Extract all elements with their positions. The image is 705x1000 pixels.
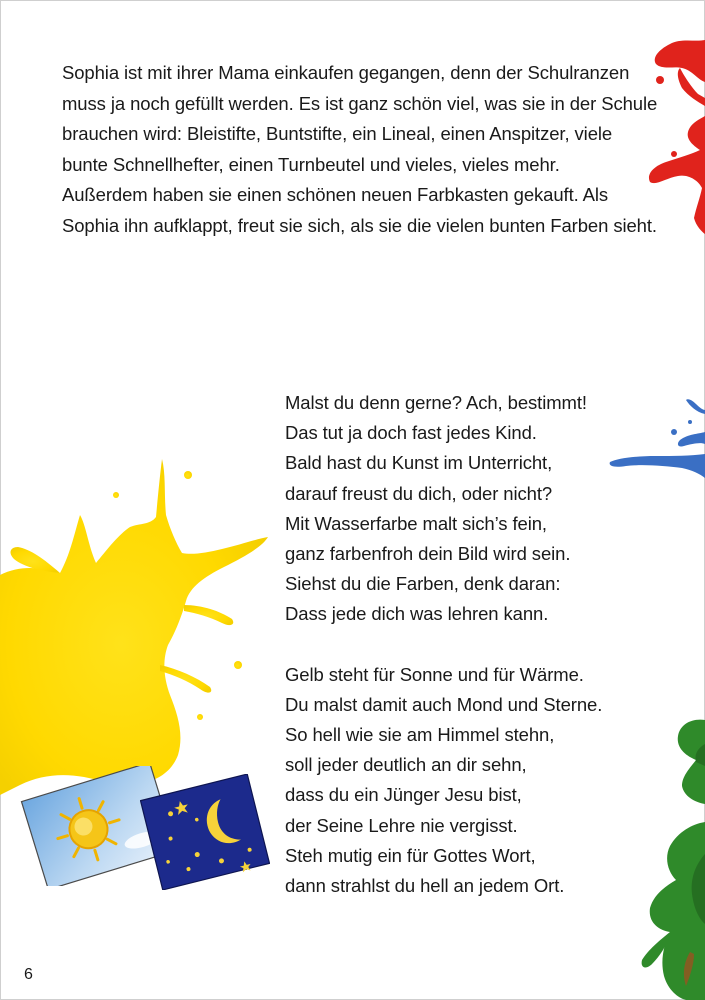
poem-stanza [285, 388, 665, 630]
poem-line: Bald hast du Kunst im Unterricht, [285, 452, 553, 474]
poem-line: Siehst du die Farben, denk daran: [285, 573, 561, 595]
poem-line: dass du ein Jünger Jesu bist, [285, 784, 522, 806]
poem-line: Mit Wasserfarbe malt sich’s fein, [285, 512, 547, 534]
page-number: 6 [24, 966, 33, 983]
poem-line: Gelb steht für Sonne und für Wärme. [285, 663, 584, 685]
intro-paragraph: Außerdem haben sie einen schönen neuen Farbkasten gekauft. Als Sophia ihn aufklappt, freut sie sich, als sie die vielen bunten Farben sieht. [62, 184, 657, 236]
poem [285, 388, 665, 901]
poem-stanza [285, 660, 665, 902]
poem-line: Malst du denn gerne? Ach, bestimmt! [285, 392, 587, 413]
moon-stars-card-icon [140, 774, 270, 890]
poem-line: darauf freust du dich, oder nicht? [285, 482, 553, 504]
poem-line: Dass jede dich was lehren kann. [285, 603, 549, 625]
intro-text [62, 58, 662, 241]
intro-paragraph: Sophia ist mit ihrer Mama einkaufen gegangen, denn der Schulranzen muss ja noch gefüllt werden. Es ist ganz schön viel, was sie in der Schule brauchen wird: Bleistifte, Buntstifte, ein Lineal, einen Anspitzer, viele bunte Schnellhefter, einen Turnbeutel und vieles, vieles mehr. [62, 62, 658, 175]
poem-line: Steh mutig ein für Gottes Wort, [285, 844, 536, 866]
poem-line: So hell wie sie am Himmel stehn, [285, 724, 555, 746]
poem-line: Das tut ja doch fast jedes Kind. [285, 422, 537, 444]
poem-line: Du malst damit auch Mond und Sterne. [285, 693, 603, 715]
poem-line: dann strahlst du hell an jedem Ort. [285, 875, 565, 897]
poem-line: ganz farbenfroh dein Bild wird sein. [285, 543, 571, 565]
poem-line: soll jeder deutlich an dir sehn, [285, 754, 527, 776]
poem-line: der Seine Lehre nie vergisst. [285, 814, 518, 836]
